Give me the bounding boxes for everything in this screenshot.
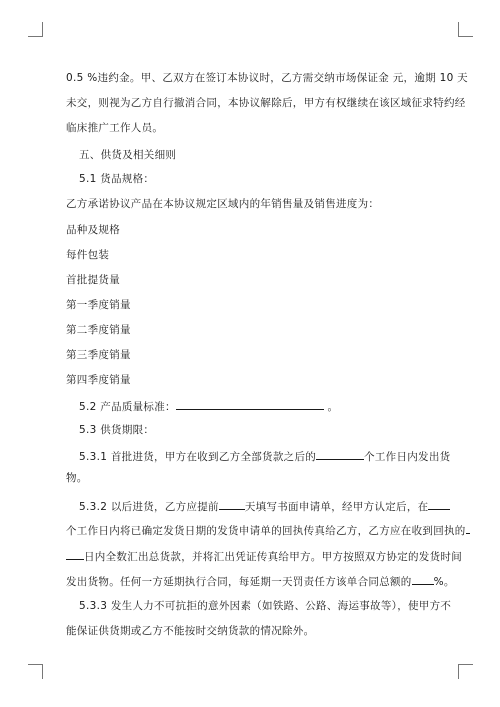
paragraph-line: 未交，则视为乙方自行撤消合同，本协议解除后，甲方有权继续在该区域征求特约经 xyxy=(66,97,466,109)
blank-underline xyxy=(66,549,84,560)
text-span: %。 xyxy=(433,576,455,588)
blank-underline xyxy=(428,499,450,510)
list-item: 每件包装 xyxy=(66,249,110,261)
text-span: 天填写书面申请单，经甲方认定后，在 xyxy=(244,501,429,513)
crop-mark-top-left xyxy=(28,22,43,37)
crop-mark-bottom-left xyxy=(28,664,43,679)
list-item: 第三季度销量 xyxy=(66,349,131,361)
paragraph-line xyxy=(66,549,462,564)
paragraph-line: 物。 xyxy=(66,472,88,484)
period-mark: 。 xyxy=(323,401,339,413)
crop-mark-top-right xyxy=(458,22,473,37)
list-item: 第四季度销量 xyxy=(66,374,131,386)
list-item: 第一季度销量 xyxy=(66,299,131,311)
paragraph-line xyxy=(66,574,455,589)
blank-underline xyxy=(176,399,324,410)
subsection-heading: 5.3 供货期限： xyxy=(79,424,155,436)
quality-standard-label: 5.2 产品质量标准： xyxy=(79,401,176,413)
text-span: 个工作日内将已确定发货日期的发货申请单的回执传真给乙方，乙方应在收到回执的 xyxy=(66,525,466,537)
paragraph-line: 临床推广工作人员。 xyxy=(66,122,164,134)
list-item: 第二季度销量 xyxy=(66,324,131,336)
text-span: 发出货物。任何一方延期执行合同，每延期一天罚责任方该单合同总额的 xyxy=(66,576,412,588)
list-item: 品种及规格 xyxy=(66,224,120,236)
text-span: 日内全数汇出总货款，并将汇出凭证传真给甲方。甲方按照双方协定的发货时间 xyxy=(84,551,462,563)
paragraph-line xyxy=(79,499,450,514)
text-span: 个工作日内发出货 xyxy=(364,451,451,463)
paragraph-line: 能保证供货期或乙方不能按时交纳货款的情况除外。 xyxy=(66,625,315,637)
paragraph-line xyxy=(66,523,470,538)
list-item: 首批提货量 xyxy=(66,274,120,286)
text-span: 5.3.1 首批进货，甲方在收到乙方全部货款之后的 xyxy=(79,451,317,463)
paragraph-line xyxy=(79,449,450,464)
quality-standard-line xyxy=(79,399,338,414)
blank-underline xyxy=(412,574,434,585)
blank-underline xyxy=(316,449,364,460)
paragraph-line: 乙方承诺协议产品在本协议规定区域内的年销售量及销售进度为： xyxy=(66,198,380,210)
section-heading: 五、供货及相关细则 xyxy=(79,149,177,161)
crop-mark-bottom-right xyxy=(458,664,473,679)
blank-underline xyxy=(219,499,245,510)
text-span: 5.3.2 以后进货，乙方应提前 xyxy=(79,501,219,513)
paragraph-line: 0.5 %违约金。甲、乙双方在签订本协议时，乙方需交纳市场保证金 元，逾期 10 天 xyxy=(66,72,468,84)
blank-underline xyxy=(466,523,470,534)
paragraph-line: 5.3.3 发生人力不可抗拒的意外因素（如铁路、公路、海运事故等），使甲方不 xyxy=(79,600,452,612)
subsection-heading: 5.1 货品规格： xyxy=(79,173,155,185)
